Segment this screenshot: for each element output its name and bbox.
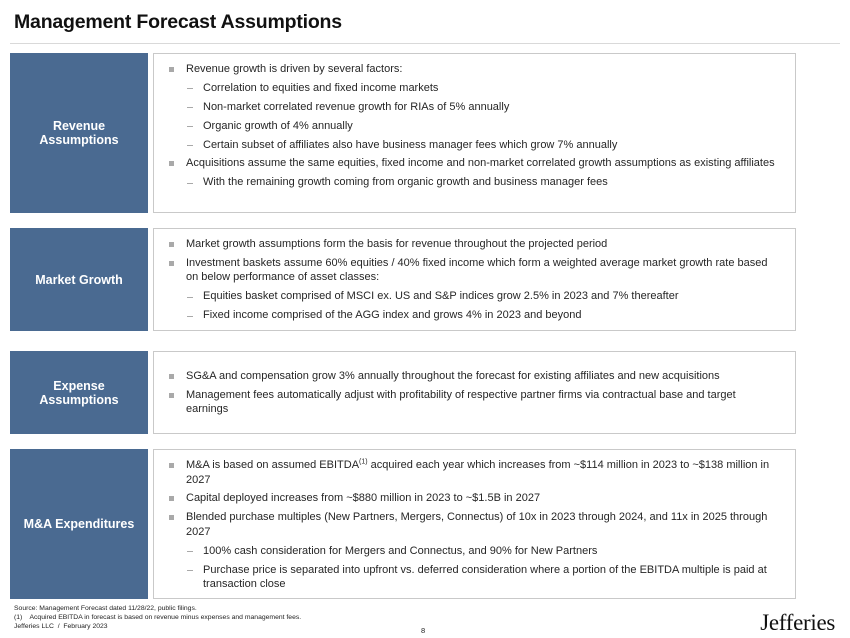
- page-title: Management Forecast Assumptions: [14, 11, 342, 33]
- section-label: M&A Expenditures: [10, 449, 148, 599]
- page-number: 8: [421, 626, 426, 635]
- sub-bullet: Purchase price is separated into upfront vs. deferred consideration where a portion of the EBITDA multiple is paid at transaction close: [166, 563, 777, 592]
- bullet: [166, 458, 777, 487]
- sub-bullet: With the remaining growth coming from organic growth and business manager fees: [166, 175, 777, 190]
- sub-bullet: Non-market correlated revenue growth for RIAs of 5% annually: [166, 100, 777, 115]
- sub-bullet: 100% cash consideration for Mergers and Connectus, and 90% for New Partners: [166, 544, 777, 559]
- bullet: SG&A and compensation grow 3% annually throughout the forecast for existing affiliates and new acquisitions: [166, 369, 777, 384]
- footnote-1: (1) Acquired EBITDA in forecast is based on revenue minus expenses and management fees.: [14, 614, 302, 621]
- bullet: Market growth assumptions form the basis for revenue throughout the projected period: [166, 237, 777, 252]
- bullet: Capital deployed increases from ~$880 million in 2023 to ~$1.5B in 2027: [166, 491, 777, 506]
- bullet: Investment baskets assume 60% equities / 40% fixed income which form a weighted average market growth rate based on below performance of asset classes:: [166, 256, 777, 285]
- footnote-marker: (1): [359, 458, 368, 466]
- footnote-source: Source: Management Forecast dated 11/28/22, public filings.: [14, 605, 197, 612]
- section-market-growth: [10, 228, 796, 331]
- bullet: Management fees automatically adjust with profitability of respective partner firms via contractual base and target earnings: [166, 388, 777, 417]
- bullet-text: M&A is based on assumed EBITDA: [186, 459, 360, 471]
- footer-entity: Jefferies LLC / February 2023: [14, 623, 108, 630]
- bullet: Blended purchase multiples (New Partners, Mergers, Connectus) of 10x in 2023 through 2024, and 11x in 2025 through 2027: [166, 510, 777, 539]
- section-content: [153, 449, 796, 599]
- section-revenue-assumptions: [10, 53, 796, 213]
- section-label: Expense Assumptions: [10, 351, 148, 434]
- title-divider: [10, 43, 840, 44]
- sub-bullet: Correlation to equities and fixed income markets: [166, 81, 777, 96]
- section-content: [153, 53, 796, 213]
- sub-bullet: Fixed income comprised of the AGG index and grows 4% in 2023 and beyond: [166, 308, 777, 323]
- bullet: Acquisitions assume the same equities, fixed income and non-market correlated growth assumptions as existing affiliates: [166, 156, 777, 171]
- bullet: Revenue growth is driven by several factors:: [166, 62, 777, 77]
- jefferies-logo: Jefferies: [760, 610, 835, 635]
- section-ma-expenditures: [10, 449, 796, 599]
- section-expense-assumptions: [10, 351, 796, 434]
- section-label: Revenue Assumptions: [10, 53, 148, 213]
- sub-bullet: Organic growth of 4% annually: [166, 119, 777, 134]
- bullet-text: acquired each year which increases from ~$114 million in 2023 to ~$138 million in 2027: [186, 459, 770, 486]
- sub-bullet: Equities basket comprised of MSCI ex. US and S&P indices grow 2.5% in 2023 and 7% thereafter: [166, 289, 777, 304]
- section-label: Market Growth: [10, 228, 148, 331]
- section-content: [153, 228, 796, 331]
- section-content: [153, 351, 796, 434]
- sub-bullet: Certain subset of affiliates also have business manager fees which grow 7% annually: [166, 138, 777, 153]
